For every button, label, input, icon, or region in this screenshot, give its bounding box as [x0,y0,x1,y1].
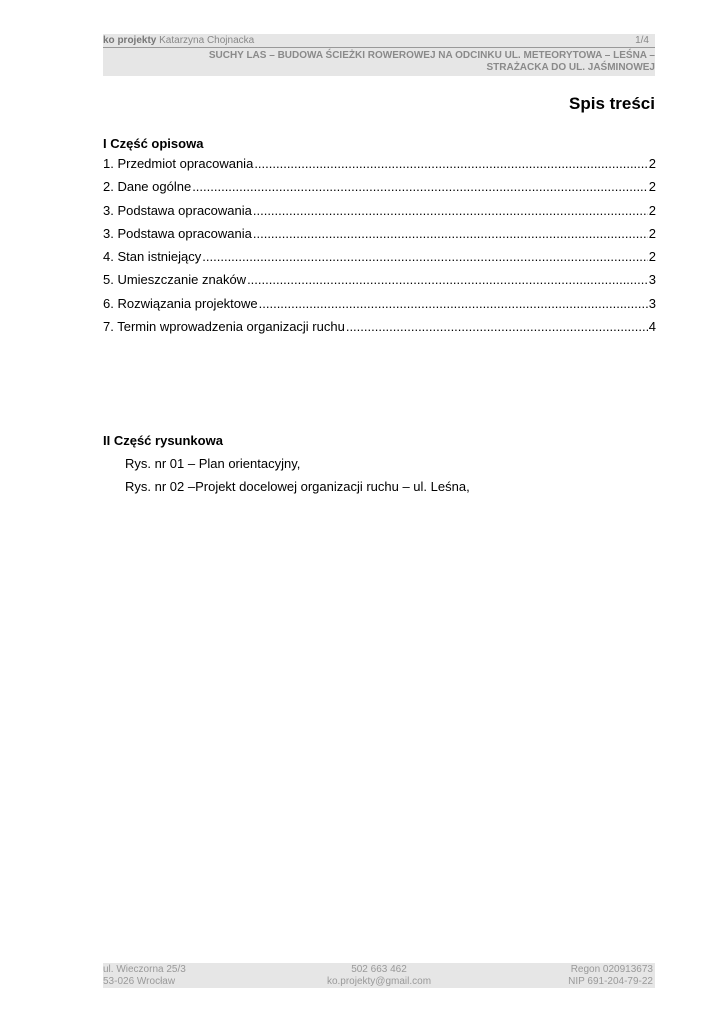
toc-entry [103,272,656,295]
toc-leader-dots [346,319,648,335]
footer-nip: NIP 691-204-79-22 [568,976,653,987]
toc-leader-dots [254,156,647,172]
toc-entry [103,249,656,272]
toc-entry-page: 4 [648,319,656,335]
header-org: ko projekty [103,35,157,46]
part2-heading: II Część rysunkowa [103,433,223,448]
toc-entry-page: 2 [648,179,656,195]
header-author: Katarzyna Chojnacka [159,35,255,46]
page-header [103,34,655,76]
footer-address-line-2: 53-026 Wrocław [103,976,176,987]
toc-entry-page: 3 [648,295,656,311]
footer-address-line-1: ul. Wieczorna 25/3 [103,964,186,975]
footer-regon: Regon 020913673 [570,964,653,975]
toc-entry [103,319,656,342]
toc-entry-page: 2 [648,225,656,241]
toc-entry-label: 4. Stan istniejący [103,249,202,265]
toc-entry-label: 1. Przedmiot opracowania [103,156,254,171]
header-project-title [103,50,655,74]
toc-entry-label: 3. Podstawa opracowania [103,225,252,241]
header-page-count: 1/4 [635,35,649,46]
toc-leader-dots [247,272,648,288]
toc-entry [103,156,656,179]
toc-entry [103,203,656,226]
toc-leader-dots [253,203,648,219]
document-title: Spis treści [569,94,655,113]
toc-entry-label: 2. Dane ogólne [103,179,192,195]
toc-entry-page: 2 [648,249,656,265]
footer-phone: 502 663 462 [351,964,407,975]
footer-email: ko.projekty@gmail.com [326,976,432,987]
footer-registry [568,964,653,988]
drawings-list [125,456,470,502]
header-title-line-2: STRAŻACKA DO UL. JAŚMINOWEJ [486,62,655,73]
toc-entry-label: 7. Termin wprowadzenia organizacji ruchu [103,319,345,335]
toc-leader-dots [192,179,648,195]
toc-leader-dots [259,296,648,312]
header-top-line [103,34,655,48]
toc-leader-dots [202,249,647,265]
toc-leader-dots [253,226,648,242]
toc-entry-page: 2 [648,156,656,171]
toc-entry-page: 2 [648,202,656,218]
header-title-line-1: SUCHY LAS – BUDOWA ŚCIEŻKI ROWEROWEJ NA ODCINKU UL. METEORYTOWA – LEŚNA – [208,50,655,61]
table-of-contents [103,156,656,342]
part1-heading: I Część opisowa [103,136,204,151]
toc-entry [103,226,656,249]
drawing-entry: Rys. nr 01 – Plan orientacyjny, [125,456,301,471]
toc-entry [103,179,656,202]
toc-entry-label: 6. Rozwiązania projektowe [103,295,258,311]
toc-entry-label: 5. Umieszczanie znaków [103,272,247,288]
drawing-entry: Rys. nr 02 –Projekt docelowej organizacji ruchu – ul. Leśna, [125,479,470,494]
page-footer [103,963,655,988]
toc-entry [103,296,656,319]
toc-entry-label: 3. Podstawa opracowania [103,202,252,218]
toc-entry-page: 3 [648,272,656,288]
